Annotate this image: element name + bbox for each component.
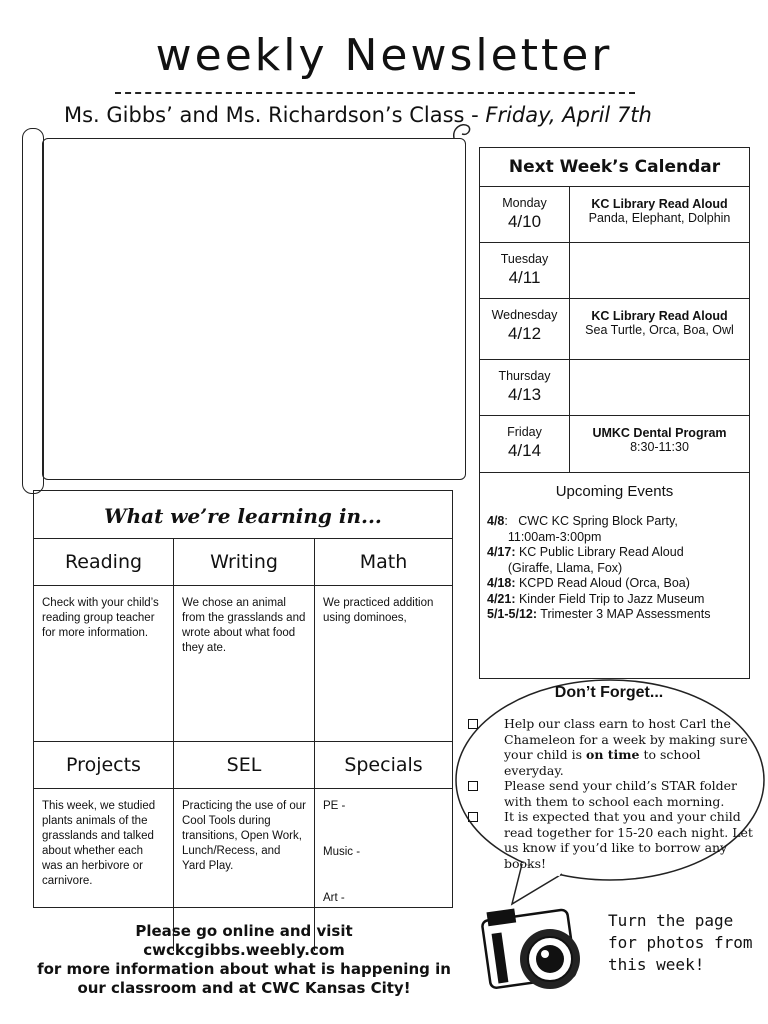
calendar-title: Next Week’s Calendar [480,148,749,187]
calendar-event [570,187,749,242]
event-title: UMKC Dental Program [592,426,727,440]
scroll-panel [42,138,466,480]
calendar-row-monday [480,187,749,243]
subject-reading [34,539,174,742]
event-title: KC Library Read Aloud [591,197,728,211]
checkbox-icon [468,812,478,822]
next-week-calendar [479,147,750,679]
learning-row [34,742,452,951]
newsletter-date: Friday, April 7th [485,103,652,127]
title-divider [115,92,635,94]
upcoming-events-title: Upcoming Events [555,483,674,500]
dont-forget-bubble [452,676,766,908]
calendar-day [480,187,570,242]
day-date: 4/14 [507,441,542,460]
calendar-row-friday [480,416,749,473]
day-date: 4/11 [508,268,541,287]
reminder-list [468,716,758,871]
subject-heading: Projects [34,742,173,789]
day-name: Wednesday [491,308,558,322]
camera-icon [478,893,598,1003]
learning-table [33,490,453,908]
subject-projects [34,742,174,951]
day-name: Thursday [498,369,551,383]
calendar-day [480,299,570,359]
event-detail: 8:30-11:30 [630,440,689,454]
subject-specials [315,742,452,951]
day-date: 4/10 [507,212,542,231]
scroll-curl-icon [450,120,474,142]
learning-row [34,539,452,742]
calendar-row-tuesday [480,243,749,299]
subject-writing [174,539,315,742]
day-name: Monday [502,196,547,210]
class-subtitle [64,103,652,127]
list-item: Help our class earn to host Carl the Chameleon for a week by making sure your child is on time to school everyday. [468,716,758,778]
list-item: 4/17: KC Public Library Read Aloud [487,545,684,559]
calendar-day [480,243,570,298]
specials-art: Art - [323,892,345,904]
photos-note: Turn the page for photos from this week! [608,911,753,974]
list-item: 11:00am-3:00pm [487,529,602,544]
footer-text: Please go online and visit [135,922,353,940]
calendar-day [480,360,570,415]
specials-pe: PE - [323,800,346,812]
website-note [34,922,454,998]
calendar-event [570,360,749,415]
specials-music: Music - [323,846,361,858]
subject-body: Check with your child’s reading group teacher for more information. [34,586,173,742]
subject-math [315,539,452,742]
footer-text: for more information about what is happening in our classroom and at CWC Kansas City! [37,960,451,997]
list-item: 4/21: Kinder Field Trip to Jazz Museum [487,591,705,606]
calendar-row-wednesday [480,299,749,360]
scroll-banner [22,128,466,496]
subject-body: Practicing the use of our Cool Tools during transitions, Open Work, Lunch/Recess, and Yard Play. [182,800,307,872]
calendar-day [480,416,570,472]
list-item: 4/18: KCPD Read Aloud (Orca, Boa) [487,576,690,590]
subject-body: We practiced addition using dominoes, [315,586,452,742]
event-detail: Panda, Elephant, Dolphin [588,211,731,225]
subject-heading: SEL [174,742,314,789]
day-name: Friday [507,425,542,439]
dont-forget-title: Don’t Forget... [554,684,664,701]
class-name: Ms. Gibbs’ and Ms. Richardson’s Class - [64,103,486,127]
subject-sel [174,742,315,951]
day-date: 4/12 [507,324,542,343]
subject-heading: Math [315,539,452,586]
list-item: 4/8: CWC KC Spring Block Party, [487,514,678,528]
subject-heading: Writing [174,539,314,586]
event-title: KC Library Read Aloud [591,309,728,323]
calendar-event [570,243,749,298]
learning-title: What we’re learning in... [34,491,452,539]
day-date: 4/13 [507,385,542,404]
website-link[interactable]: cwckcgibbs.weebly.com [143,941,345,959]
subject-heading: Reading [34,539,173,586]
scroll-roll [22,128,44,494]
event-detail: Sea Turtle, Orca, Boa, Owl [585,323,734,337]
subject-heading: Specials [315,742,452,789]
subject-body: This week, we studied plants animals of the grasslands and talked about whether each was an herbivore or carnivore. [42,800,156,887]
checkbox-icon [468,719,478,729]
calendar-event [570,416,749,472]
list-item: Please send your child’s STAR folder with them to school each morning. [468,778,758,809]
subject-body: We chose an animal from the grasslands and wrote about what food they ate. [174,586,314,742]
list-item: (Giraffe, Llama, Fox) [487,560,623,575]
calendar-event [570,299,749,359]
list-item: 5/1-5/12: Trimester 3 MAP Assessments [487,607,711,621]
day-name: Tuesday [500,252,549,266]
list-item: It is expected that you and your child read together for 15-20 each night. Let us know if you’d like to borrow any books! [468,809,758,871]
calendar-row-thursday [480,360,749,416]
checkbox-icon [468,781,478,791]
newsletter-title: weekly Newsletter [155,30,613,81]
upcoming-events-list [487,514,749,623]
